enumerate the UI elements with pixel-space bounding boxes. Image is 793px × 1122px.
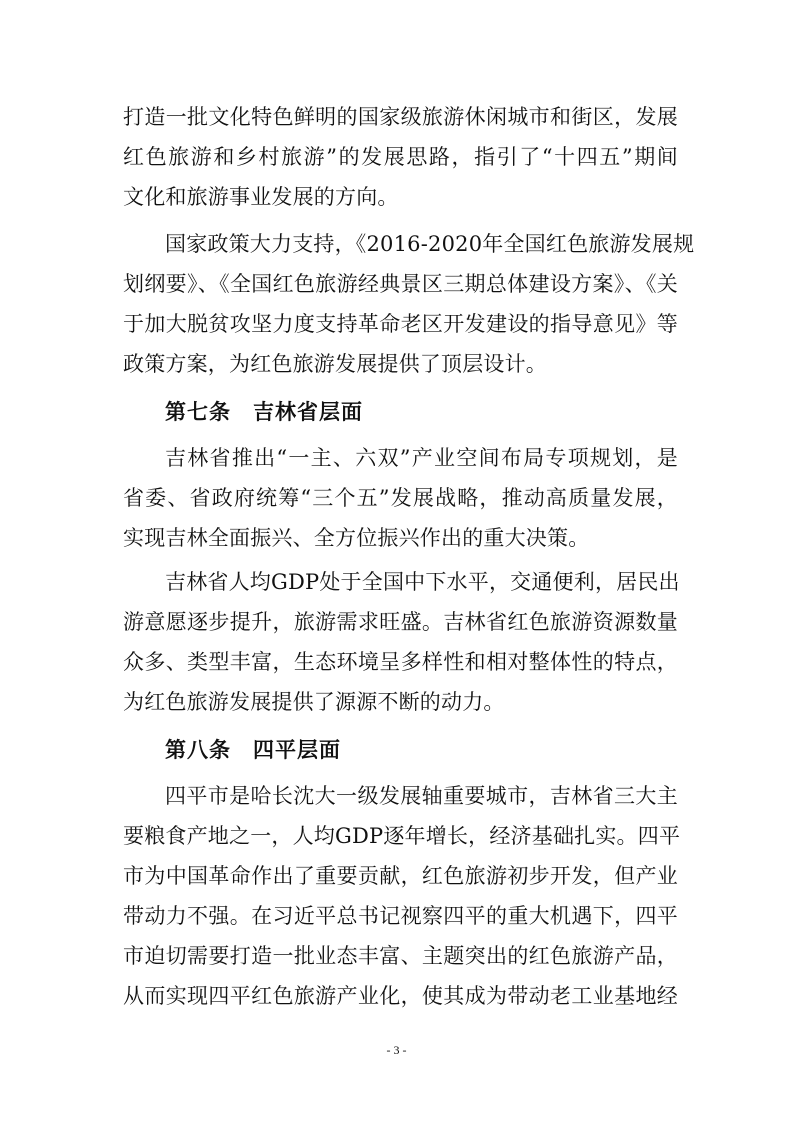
paragraph-line: 从而实现四平红色旅游产业化，使其成为带动老工业基地经 [123,984,678,1008]
paragraph-5 [123,776,681,1016]
paragraph-line: 省委、省政府统筹“三个五”发展战略，推动高质量发展， [123,486,678,510]
section-heading-article-7: 第七条 吉林省层面 [165,399,363,424]
paragraph-3 [123,438,678,558]
paragraph-line: 市为中国革命作出了重要贡献，红色旅游初步开发，但产业 [123,864,678,888]
paragraph-1 [123,97,678,217]
paragraph-line: 要粮食产地之一，人均GDP逐年增长，经济基础扎实。四平 [123,824,681,848]
paragraph-2 [123,224,695,384]
paragraph-line: 为红色旅游发展提供了源源不断的动力。 [123,690,505,714]
paragraph-line: 市迫切需要打造一批业态丰富、主题突出的红色旅游产品， [123,944,678,968]
paragraph-line: 红色旅游和乡村旅游”的发展思路，指引了“十四五”期间 [123,145,678,169]
paragraph-line: 吉林省推出“一主、六双”产业空间布局专项规划，是 [165,446,678,470]
paragraph-4 [123,562,678,722]
section-heading-article-8: 第八条 四平层面 [165,737,341,762]
paragraph-line: 带动力不强。在习近平总书记视察四平的重大机遇下，四平 [123,904,678,928]
page-number: - 3 - [386,1043,407,1057]
paragraph-line: 政策方案，为红色旅游发展提供了顶层设计。 [123,352,547,376]
paragraph-line: 划纲要》、《全国红色旅游经典景区三期总体建设方案》、《关 [123,272,678,296]
paragraph-line: 于加大脱贫攻坚力度支持革命老区开发建设的指导意见》等 [123,312,678,336]
paragraph-line: 打造一批文化特色鲜明的国家级旅游休闲城市和街区，发展 [123,105,678,129]
paragraph-line: 实现吉林全面振兴、全方位振兴作出的重大决策。 [123,526,590,550]
paragraph-line: 四平市是哈长沈大一级发展轴重要城市，吉林省三大主 [165,784,678,808]
paragraph-line: 众多、类型丰富，生态环境呈多样性和相对整体性的特点， [123,650,678,674]
paragraph-line: 文化和旅游事业发展的方向。 [123,185,399,209]
paragraph-line: 国家政策大力支持，《2016-2020年全国红色旅游发展规 [165,232,695,256]
paragraph-line: 吉林省人均GDP处于全国中下水平，交通便利，居民出 [165,570,680,594]
paragraph-line: 游意愿逐步提升，旅游需求旺盛。吉林省红色旅游资源数量 [123,610,678,634]
